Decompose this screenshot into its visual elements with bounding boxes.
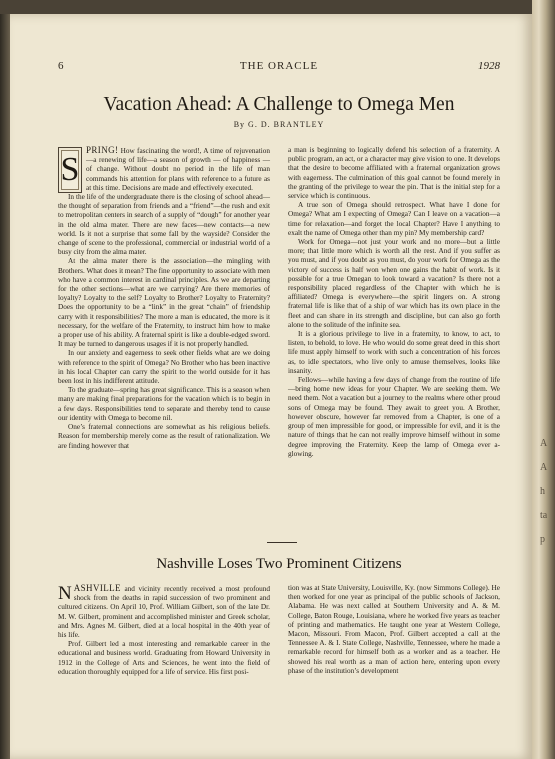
margin-mark: A — [540, 462, 548, 473]
page-edge — [532, 0, 555, 759]
drop-cap: N — [58, 583, 72, 604]
paragraph: At the alma mater there is the association—the mingling with Brothers. What does it mean? The fine opportunity to associate with men who have a common interest in cardinal principles. As we are departing for the other sections—what are we carrying? Are there memories of loyalty? Loyalty to the self? Loyalty to Brother? Loyalty to Fraternity? Does the opportunity to be a “link” in the great “chain” of friendship carry with it responsibilities? The more a man is educated, the more is it necessary, for the welfare of the Fraternity, to instruct him how to make a proper use of his ability. A fraternal spirit is like a double-edged sword. It may be turned to dangerous usages if it is not properly handled. — [58, 257, 270, 349]
paragraph: S PRING! How fascinating the word!, A time of rejuvenation—a renewing of life—a season of growth — of happiness — of change. Without doubt no period in the life of man commands his attention for plans with reference to a future as at this time. Decisions are made and effectively executed. — [58, 146, 270, 193]
margin-mark: p — [540, 534, 545, 545]
paragraph: a man is beginning to logically defend his selection of a fraternity. A public program, an act, or a character may give vision to one. It develops that the desire to become affiliated with a fraternal organization grows with eagerness. The culmination of this goal cannot be found merely in the granting of the privilege to wear the pin. That is the initial step for a service which is continuous. — [288, 146, 500, 201]
paragraph: Fellows—while having a few days of change from the routine of life—bring home new ideas for your Chapter. We are seeking them. We need them. Not a vacation but a journey to the realms where other proud sons of Omega may be found. They await to greet you. A Brother, however obscure, however far removed from a Chapter, is one of a group of men impressible for good, or impressible for evil, and it is the nature of things that he can not really improve himself without in some degree improving the Fraternity. Keep the lamp of Omega ever a-glowing. — [288, 376, 500, 458]
paragraph: tion was at State University, Louisville, Ky. (now Simmons College). He then worked for one year as principal of the public schools of Jackson, Alabama. He was next called at Southern University and A. & M. College, Baton Rouge, Louisiana, where he worked five years as teacher of printing and mathematics. He taught one year at Western College, Macon, Missouri. From Macon, Prof. Gilbert accepted a call at the Tennessee A. & I. State College, Nashville, Tennessee, where he made a remarkable record for himself both as a worker and as a teacher. He showed his real worth as a man of action here, entering upon every phase of the institution’s development — [288, 584, 500, 675]
running-head — [58, 60, 500, 74]
paragraph: NASHVILLE and vicinity recently received a most profound shock from the deaths in rapid succession of two prominent and cultured citizens. On April 10, Prof. William Gilbert, son of the late Dr. M. W. Gilbert, prominent and accomplished minister and Greek scholar, and Mrs. Agnes M. Gilbert, died at a local hospital in the 40th year of his life. — [58, 583, 270, 640]
article1-column-right — [288, 146, 500, 531]
journal-name: THE ORACLE — [239, 60, 319, 72]
article2-column-right — [288, 584, 500, 724]
section-divider — [267, 542, 297, 543]
page-number: 6 — [58, 60, 64, 72]
book-binding — [0, 14, 10, 759]
paragraph: To the graduate—spring has great significance. This is a season when many are making final preparations for the vacation which is to begin in a few days. Responsibilities tend to separate and thereby tend to cause our identity with Omega to become nil. — [58, 386, 270, 422]
article2-column-left — [58, 584, 270, 724]
drop-cap-ornament: S — [58, 147, 82, 193]
paragraph: In the life of the undergraduate there is the closing of school ahead—the thought of separation from friends and a “friend”—the rush and exit to metropolitan centers in search of a supply of “dough” for another year in the old alma mater. There are new faces—new contacts—a new world. Is it not a surprise that some fall by the wayside? Consider the change of scene to the professional, commercial or industrial world of a busy city from the alma mater. — [58, 193, 270, 257]
article-byline: By G. D. BRANTLEY — [233, 120, 325, 129]
article-title: Nashville Loses Two Prominent Citizens — [156, 556, 402, 572]
paragraph: In our anxiety and eagerness to seek other fields what are we doing with reference to the spirit of Omega? No Brother who has been inactive in his local Chapter can carry the spirit to the world outside for it has been lost in his indifferent attitude. — [58, 349, 270, 386]
paragraph: A true son of Omega should retrospect. What have I done for Omega? What am I expecting of Omega? Can I leave on a vacation—a time for relaxation—and forget the local Chapter? Have I anything to exalt the name of Omega other than my pin? My membership card? — [288, 201, 500, 237]
paragraph: Prof. Gilbert led a most interesting and remarkable career in the educational and business world. Graduating from Howard University in 1912 in the College of Arts and Sciences, he went into the field of education thoroughly equipped for a life of service. His first posi- — [58, 640, 270, 676]
paragraph: It is a glorious privilege to live in a fraternity, to know, to act, to listen, to behold, to love. He who would do some great deed in this short life must apply himself to work with such a concentration of his forces as, to idle spectators, who live only to amuse themselves, looks like insanity. — [288, 330, 500, 375]
article-title: Vacation Ahead: A Challenge to Omega Men — [103, 94, 455, 115]
margin-mark: ta — [540, 510, 548, 521]
paragraph: Work for Omega—not just your work and no more—but a little more; that little more which is worth all the rest. And if you suffer as you must, and if you doubt as you must, do your work for Omega as the victory of success is half won when one gains the habit of work. Is it possible for a true Omegan to look toward a vacation? Is there not a responsibility placed regardless of the Chapter with which he is affiliated? Omega is everywhere—the spirit lingers on. A strong fraternal life is like that of a ship of war which has its own place in the fleet and can share in its strength and discipline, but can also go forth alone to the solitude of the infinite sea. — [288, 238, 500, 329]
article1-column-left — [58, 146, 270, 531]
margin-mark: A — [540, 438, 548, 449]
paragraph: One’s fraternal connections are somewhat as his religious beliefs. Reason for membership merely come as the result of rationalization. We are finding however that — [58, 423, 270, 450]
issue-year: 1928 — [478, 60, 500, 72]
margin-mark: h — [540, 486, 545, 497]
